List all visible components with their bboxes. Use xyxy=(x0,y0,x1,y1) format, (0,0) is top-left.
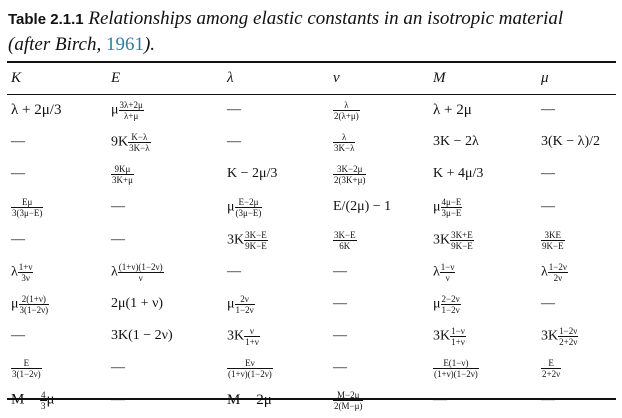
cell: — xyxy=(433,392,447,407)
cell: $\frac{3K-2\mu}{2(3K+\mu)}$ xyxy=(334,163,366,185)
cell: M − 2μ xyxy=(227,391,272,408)
cell: $\frac{E}{2+2\nu}$ xyxy=(542,357,561,379)
cell: — xyxy=(11,134,25,149)
cell: λ $\frac{1-2\nu}{2\nu}$ xyxy=(541,261,567,283)
header-nu: ν xyxy=(333,69,340,86)
cell: 2μ(1 + ν) xyxy=(111,296,164,311)
cell: μ $\frac{2\nu}{1-2\nu}$ xyxy=(227,293,254,315)
table-row xyxy=(7,158,616,190)
cell: — xyxy=(227,102,241,117)
header-lambda: λ xyxy=(227,69,234,86)
cell: 3K $\frac{1-2\nu}{2+2\nu}$ xyxy=(541,325,578,347)
citation-suffix: ). xyxy=(143,34,156,55)
cell: — xyxy=(111,360,125,375)
cell: — xyxy=(227,264,241,279)
cell: μ $\frac{2(1+\nu)}{3(1-2\nu)}$ xyxy=(11,293,49,315)
table-row xyxy=(7,126,616,158)
cell: 3K $\frac{3K+E}{9K-E}$ xyxy=(433,229,473,251)
cell: — xyxy=(227,134,241,149)
cell: — xyxy=(541,199,555,214)
cell: 3K $\frac{1-\nu}{1+\nu}$ xyxy=(433,325,465,347)
cell: $\frac{E(1-\nu)}{(1+\nu)(1-2\nu)}$ xyxy=(434,357,478,379)
cell: — xyxy=(541,102,555,117)
table-row xyxy=(7,352,616,384)
table-label: Table 2.1.1 xyxy=(8,11,84,28)
cell: K + 4μ/3 xyxy=(433,166,484,181)
header-mu: μ xyxy=(541,69,549,86)
cell: — xyxy=(333,360,347,375)
cell: $\frac{M-2\mu}{2(M-\mu)}$ xyxy=(334,389,363,411)
cell: 3K $\frac{\nu}{1+\nu}$ xyxy=(227,325,259,347)
table-caption xyxy=(8,6,608,57)
cell: 3K(1 − 2ν) xyxy=(111,328,173,343)
cell: $\frac{3KE}{9K-E}$ xyxy=(542,229,564,251)
cell: — xyxy=(333,296,347,311)
cell: μ $\frac{3\lambda+2\mu}{\lambda+\mu}$ xyxy=(111,99,143,121)
cell: 3K − 2λ xyxy=(433,134,479,149)
cell: — xyxy=(111,199,125,214)
table-row xyxy=(7,320,616,352)
cell: — xyxy=(333,264,347,279)
cell: 3(K − λ)/2 xyxy=(541,134,601,149)
cell: — xyxy=(111,392,125,407)
cell: λ $\frac{(1+\nu)(1-2\nu)}{\nu}$ xyxy=(111,261,163,283)
cell: $\frac{3K-E}{6K}$ xyxy=(334,229,356,251)
cell: $\frac{E\mu}{3(3\mu-E)}$ xyxy=(12,196,43,218)
table-row xyxy=(7,384,616,416)
header-row xyxy=(7,62,616,94)
citation-prefix: (after Birch, xyxy=(8,34,106,55)
header-M: M xyxy=(433,69,446,86)
cell: M − $\frac{4}{3}$ μ xyxy=(11,389,55,411)
cell: 3K $\frac{3K-E}{9K-E}$ xyxy=(227,229,267,251)
cell: — xyxy=(11,166,25,181)
cell: $\frac{\lambda}{2(\lambda+\mu)}$ xyxy=(334,99,359,121)
cell: — xyxy=(11,232,25,247)
header-E: E xyxy=(111,69,121,86)
elastic-constants-table xyxy=(7,62,616,416)
cell: λ + 2μ/3 xyxy=(11,101,62,118)
cell: μ $\frac{E-2\mu}{(3\mu-E)}$ xyxy=(227,196,262,218)
cell: — xyxy=(541,296,555,311)
table-row xyxy=(7,256,616,288)
table-row xyxy=(7,190,616,224)
citation-year-link[interactable]: 1961 xyxy=(105,34,144,55)
cell: K − 2μ/3 xyxy=(227,166,278,181)
cell: E/(2μ) − 1 xyxy=(333,199,392,214)
table-row xyxy=(7,288,616,320)
cell: λ $\frac{1-\nu}{\nu}$ xyxy=(433,261,455,283)
table-title: Relationships among elastic constants in an isotropic material xyxy=(88,8,564,29)
table-row xyxy=(7,224,616,256)
cell: — xyxy=(11,328,25,343)
cell: — xyxy=(333,328,347,343)
cell: — xyxy=(111,232,125,247)
cell: — xyxy=(541,166,555,181)
cell: μ $\frac{4\mu-E}{3\mu-E}$ xyxy=(433,196,462,218)
cell: μ $\frac{2-2\nu}{1-2\nu}$ xyxy=(433,293,460,315)
header-K: K xyxy=(11,69,22,86)
cell: 9K $\frac{K-\lambda}{3K-\lambda}$ xyxy=(111,131,150,153)
cell: $\frac{E\nu}{(1+\nu)(1-2\nu)}$ xyxy=(228,357,272,379)
cell: $\frac{\lambda}{3K-\lambda}$ xyxy=(334,131,355,153)
table-row xyxy=(7,94,616,126)
cell: λ + 2μ xyxy=(433,101,472,118)
cell: $\frac{9K\mu}{3K+\mu}$ xyxy=(112,163,133,185)
cell: λ $\frac{1+\nu}{3\nu}$ xyxy=(11,261,33,283)
cell: — xyxy=(541,392,555,407)
cell: $\frac{E}{3(1-2\nu)}$ xyxy=(12,357,41,379)
